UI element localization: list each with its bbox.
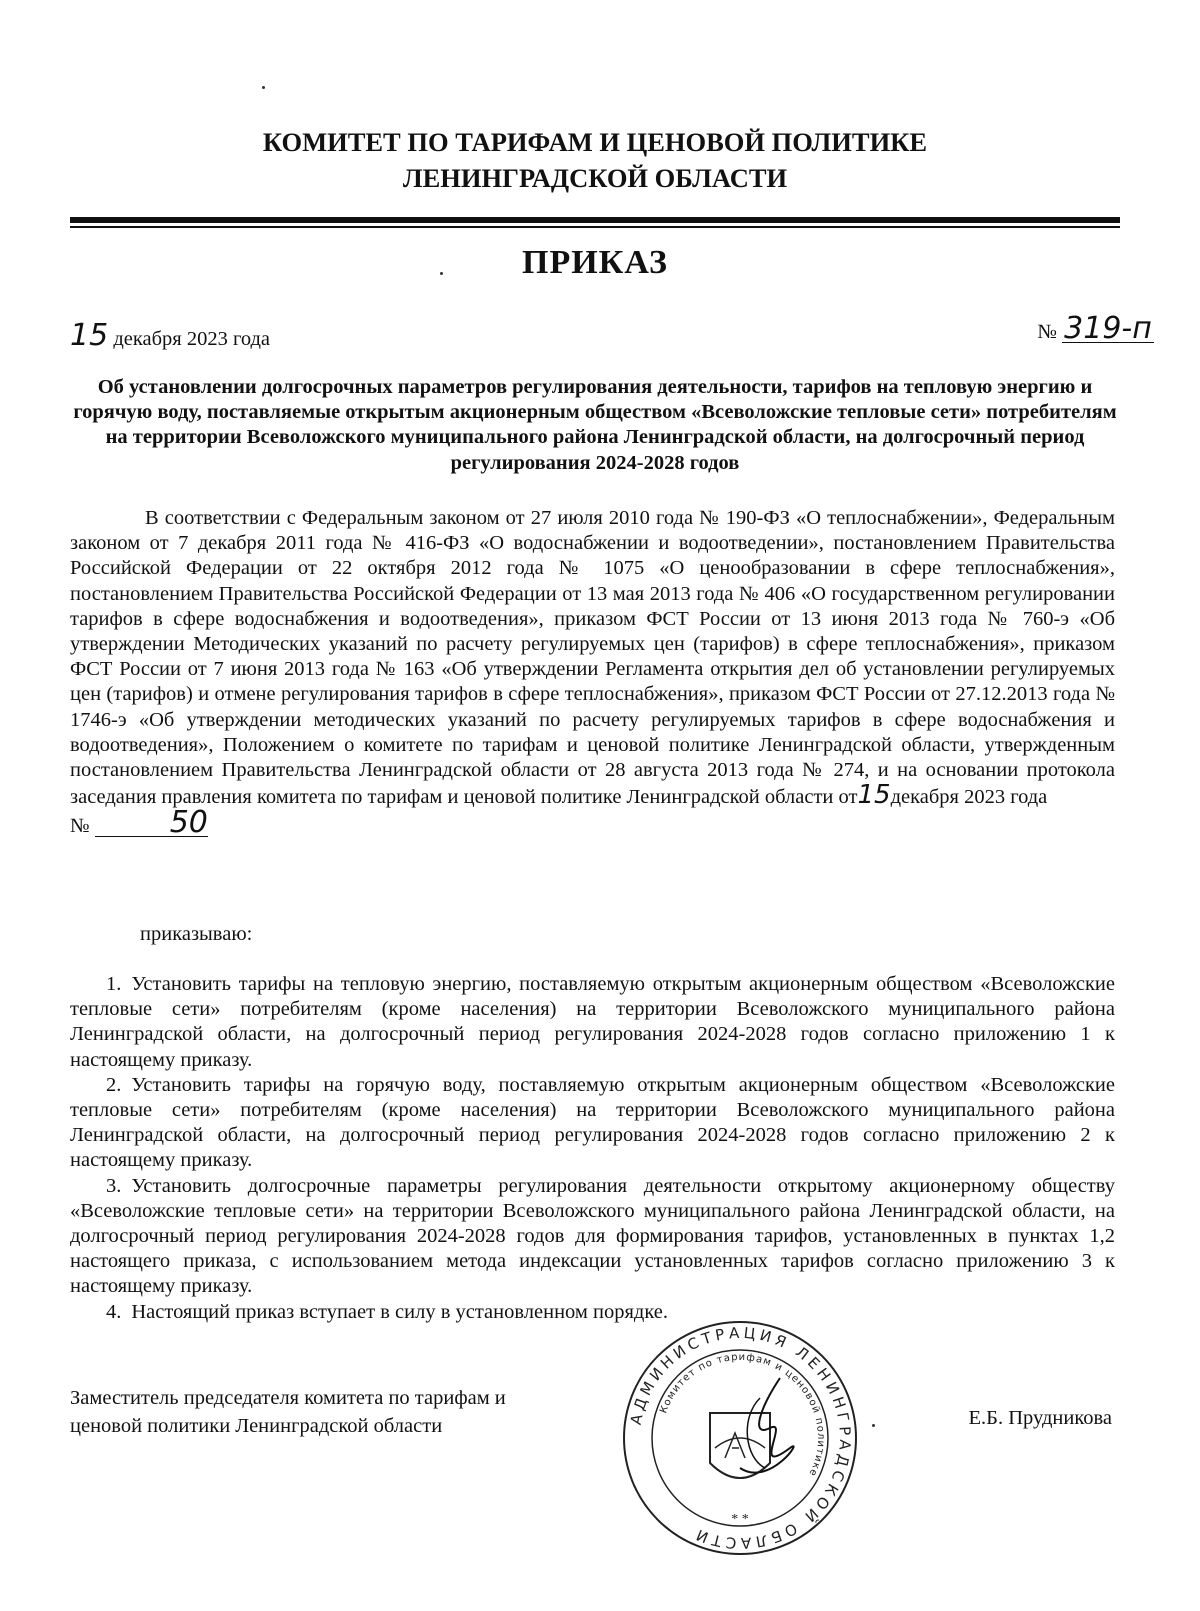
preamble-paragraph — [70, 506, 1115, 840]
issuer-line-2: ЛЕНИНГРАДСКОЙ ОБЛАСТИ — [402, 163, 788, 193]
order-item: 1. Установить тарифы на тепловую энергию, поставляемую открытым акционерным обществом «Всеволожские тепловые сети» потребителям (кроме населения) на территории Всеволожского муниципального района Ленинградской области, на долгосрочный период регулирования 2024-2028 годов согласно приложению 1 к настоящему приказу. — [70, 973, 1115, 1071]
signer-position — [70, 1384, 506, 1440]
official-seal-stamp — [620, 1318, 860, 1558]
svg-text:* *: * * — [731, 1512, 749, 1527]
scan-speck — [262, 86, 265, 89]
signer-position-line-2: ценовой политики Ленинградской области — [70, 1415, 443, 1437]
order-item: 4. Настоящий приказ вступает в силу в установленном порядке. — [106, 1300, 669, 1323]
protocol-handwritten-number: 50 — [95, 810, 208, 837]
date-rest: декабря 2023 года — [108, 328, 271, 350]
preamble-handwritten-day: 15 — [857, 780, 891, 811]
issuer-header — [70, 124, 1120, 196]
order-word: приказываю: — [140, 923, 253, 945]
header-rule-thick — [70, 217, 1120, 223]
issuer-line-1: КОМИТЕТ ПО ТАРИФАМ И ЦЕНОВОЙ ПОЛИТИКЕ — [262, 127, 928, 157]
document-subject: Об установлении долгосрочных параметров регулирования деятельности, тарифов на тепловую энергию и горячую воду, поставляемые открытым акционерным обществом «Всеволожские тепловые сети» потребителям на территории Всеволожского муниципального района Ленинградской области, на долгосрочный период регулирования 2024-2028 годов — [73, 376, 1117, 474]
document-date — [70, 318, 270, 353]
order-item: 3. Установить долгосрочные параметры регулирования деятельности открытому акционерному обществу «Всеволожские тепловые сети» на территории Всеволожского муниципального района Ленинградской области, на долгосрочный период регулирования 2024-2028 годов для формирования тарифов, установленных в пунктах 1,2 настоящего приказа, с использованием метода индексации установленных тарифов согласно приложению 3 к настоящему приказу. — [70, 1174, 1115, 1298]
scan-speck — [440, 272, 443, 275]
signer-name: Е.Б. Прудникова — [968, 1407, 1112, 1429]
handwritten-number: 319-п — [1062, 316, 1154, 343]
number-prefix: № — [1037, 321, 1057, 343]
header-rule-thin — [70, 226, 1120, 228]
svg-text:Комитет по тарифам и ценовой п: Комитет по тарифам и ценовой политике — [658, 1351, 827, 1479]
document-type-title: ПРИКАЗ — [522, 244, 668, 281]
order-items — [70, 972, 1115, 1325]
handwritten-day: 15 — [70, 318, 109, 353]
document-number — [1037, 311, 1154, 346]
svg-text:АДМИНИСТРАЦИЯ ЛЕНИНГРАДСКОЙ ОБ: АДМИНИСТРАЦИЯ ЛЕНИНГРАДСКОЙ ОБЛАСТИ — [626, 1323, 855, 1553]
protocol-prefix: № — [70, 815, 90, 838]
preamble-text: В соответствии с Федеральным законом от 27 июля 2010 года № 190-ФЗ «О теплоснабжении», Федеральным законом от 7 декабря 2011 года № 416-ФЗ «О водоснабжении и водоотведении», постановлением Правительства Российской Федерации от 22 октября 2012 года № 1075 «О ценообразовании в сфере теплоснабжения», постановлением Правительства Российской Федерации от 13 мая 2013 года № 406 «О государственном регулировании тарифов в сфере водоснабжения и водоотведения», приказом ФСТ России от 13 июня 2013 года № 760-э «Об утверждении Методических указаний по расчету регулируемых цен (тарифов) в сфере теплоснабжения», приказом ФСТ России от 7 июня 2013 года № 163 «Об утверждении Регламента открытия дел об установлении регулируемых цен (тарифов) и отмене регулирования тарифов в сфере теплоснабжения», приказом ФСТ России от 27.12.2013 года № 1746-э «Об утверждении методических указаний по расчету регулируемых тарифов в сфере водоснабжения и водоотведения», Положением о комитете по тарифам и ценовой политике Ленинградской области, утвержденным постановлением Правительства Ленинградской области от 28 августа 2013 года № 274, и на основании протокола заседания правления комитета по тарифам и ценовой политике Ленинградской области от — [70, 507, 1115, 809]
scan-speck — [872, 1424, 875, 1427]
order-item: 2. Установить тарифы на горячую воду, поставляемую открытым акционерным обществом «Всеволожские тепловые сети» потребителям (кроме населения) на территории Всеволожского муниципального района Ленинградской области, на долгосрочный период регулирования 2024-2028 годов согласно приложению 2 к настоящему приказу. — [70, 1073, 1115, 1172]
signer-position-line-1: Заместитель председателя комитета по тарифам и — [70, 1387, 506, 1409]
preamble-tail: декабря 2023 года — [890, 786, 1048, 809]
